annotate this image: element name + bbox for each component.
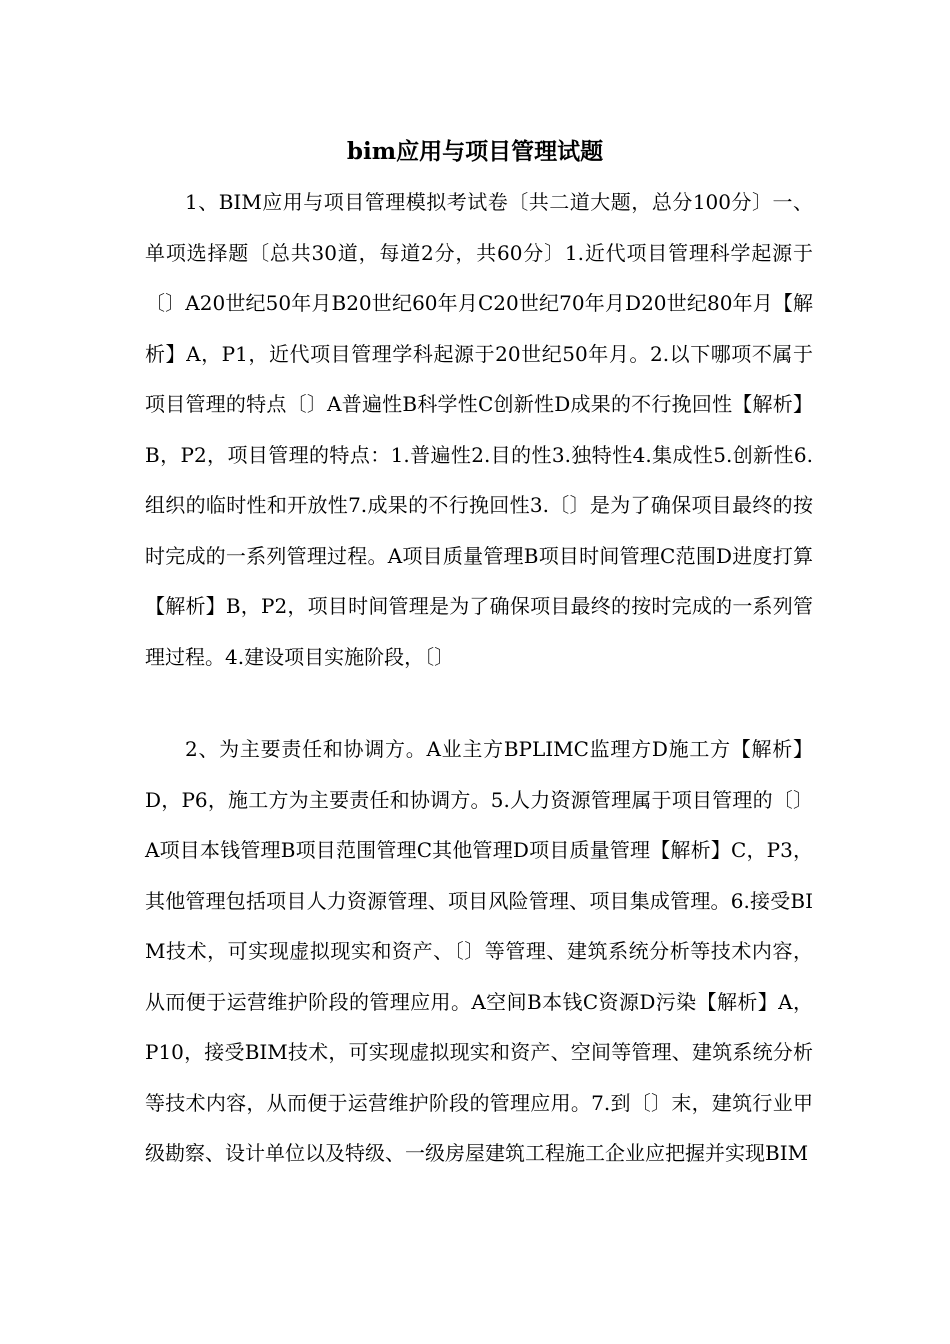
body-paragraph-2: 2、为主要责任和协调方。A业主方BPLIMC监理方D施工方【解析】D，P6，施工方为主要责任和协调方。5.人力资源管理属于项目管理的〔〕A项目本钱管理B项目范围管理C其他管理D项目质量管理【解析】C，P3，其他管理包括项目人力资源管理、项目风险管理、项目集成管理。6.接受BIM技术，可实现虚拟现实和资产、〔〕等管理、建筑系统分析等技术内容，从而便于运营维护阶段的管理应用。A空间B本钱C资源D污染【解析】A，P10，接受BIM技术，可实现虚拟现实和资产、空间等管理、建筑系统分析等技术内容，从而便于运营维护阶段的管理应用。7.到〔〕末，建筑行业甲级勘察、设计单位以及特级、一级房屋建筑工程施工企业应把握并实现BIM [145,737,813,1165]
body-paragraph-1: 1、BIM应用与项目管理模拟考试卷〔共二道大题，总分100分〕一、单项选择题〔总共30道，每道2分，共60分〕1.近代项目管理科学起源于〔〕A20世纪50年月B20世纪60年月C20世纪70年月D20世纪80年月【解析】A，P1，近代项目管理学科起源于20世纪50年月。2.以下哪项不属于项目管理的特点〔〕A普遍性B科学性C创新性D成果的不行挽回性【解析】B，P2，项目管理的特点：1.普遍性2.目的性3.独特性4.集成性5.创新性6.组织的临时性和开放性7.成果的不行挽回性3.〔〕是为了确保项目最终的按时完成的一系列管理过程。A项目质量管理B项目时间管理C范围D进度打算【解析】B，P2，项目时间管理是为了确保项目最终的按时完成的一系列管理过程。4.建设项目实施阶段，〔〕 [145,190,813,669]
document-title: bim应用与项目管理试题 [346,138,604,165]
